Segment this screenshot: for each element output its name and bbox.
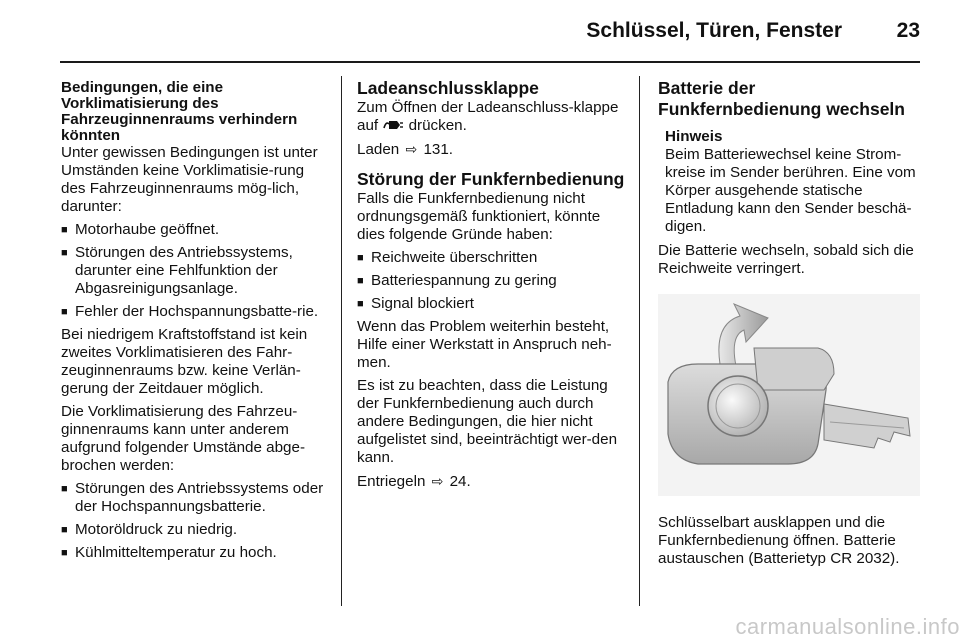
header-title: Schlüssel, Türen, Fenster	[586, 19, 842, 42]
remote-key-open-icon	[658, 294, 920, 496]
paragraph-workshop: Wenn das Problem weiterhin besteht, Hilfe einer Werkstatt in Anspruch neh-men.	[357, 318, 612, 371]
list-item: ■ Motoröldruck zu niedrig.	[61, 521, 238, 538]
page-reference-arrow-icon: ⇨	[431, 473, 444, 489]
paragraph-abort: Die Vorklimatisierung des Fahrzeu-ginnenraums kann unter anderem aufgrund folgender Umstände abge-brochen werden:	[61, 403, 306, 474]
column-middle	[357, 78, 627, 496]
note-title: Hinweis	[665, 128, 723, 145]
paragraph-low-fuel: Bei niedrigem Kraftstoffstand ist kein zweites Vorklimatisieren des Fahr-zeuginnenraums bzw. keine Verlän-gerung der Zeitdauer möglich.	[61, 326, 308, 397]
note-box	[665, 128, 923, 236]
column-divider-1	[341, 76, 342, 606]
column-divider-2	[639, 76, 640, 606]
bullet-marker: ■	[61, 306, 68, 318]
list-item: ■ Signal blockiert	[357, 295, 474, 312]
charge-plug-icon	[382, 118, 404, 132]
paragraph-remote-intro: Falls die Funkfernbedienung nicht ordnungsgemäß funktioniert, könnte dies folgende Gründe haben:	[357, 190, 601, 243]
bullet-marker: ■	[61, 483, 68, 495]
column-left	[61, 78, 329, 567]
figure-caption: Schlüsselbart ausklappen und die Funkfernbedienung öffnen. Batterie austauschen (Batterietyp CR 2032).	[658, 514, 900, 567]
list-item: ■ Fehler der Hochspannungsbatte-rie.	[61, 303, 319, 320]
key-battery-illustration	[658, 294, 920, 496]
page-number: 23	[896, 19, 920, 42]
bullet-marker: ■	[357, 298, 364, 310]
list-item: ■ Kühlmitteltemperatur zu hoch.	[61, 544, 277, 561]
list-item: ■ Motorhaube geöffnet.	[61, 221, 220, 238]
bullet-marker: ■	[61, 247, 68, 259]
bullet-marker: ■	[61, 224, 68, 236]
bullet-list-conditions	[61, 221, 329, 321]
cross-reference-charging[interactable]: Laden ⇨ 131.	[357, 141, 453, 158]
column-right	[658, 78, 923, 573]
list-item: ■ Batteriespannung zu gering	[357, 272, 557, 289]
section-heading-preconditioning: Bedingungen, die eine Vorklimatisierung des Fahrzeuginnenraums verhindern könnten	[61, 79, 298, 144]
section-title-charge-flap: Ladeanschlussklappe	[357, 78, 539, 98]
paragraph-performance: Es ist zu beachten, dass die Leistung der Funkfernbedienung auch durch andere Bedingungen, die hier nicht aufgelistet sind, beeinträchtigt wer-den kann.	[357, 377, 618, 466]
section-title-battery-change: Batterie der Funkfernbedienung wechseln	[658, 78, 905, 119]
paragraph-battery-replace: Die Batterie wechseln, sobald sich die Reichweite verringert.	[658, 242, 914, 277]
bullet-marker: ■	[61, 524, 68, 536]
list-item: ■ Reichweite überschritten	[357, 249, 538, 266]
bullet-marker: ■	[61, 547, 68, 559]
bullet-list-remote-reasons	[357, 249, 627, 313]
list-item: ■ Störungen des Antriebssystems oder der Hochspannungsbatterie.	[61, 480, 324, 515]
cross-reference-unlock[interactable]: Entriegeln ⇨ 24.	[357, 473, 471, 490]
paragraph-charge-flap: Zum Öffnen der Ladeanschluss-klappe auf drücken.	[357, 99, 619, 134]
section-title-remote-fault: Störung der Funkfernbedienung	[357, 169, 625, 189]
bullet-list-abort-reasons	[61, 480, 329, 562]
list-item: ■ Störungen des Antriebssystems, darunter eine Fehlfunktion der Abgasreinigungsanlage.	[61, 244, 293, 297]
watermark: carmanualsonline.info	[735, 614, 960, 639]
page-reference-arrow-icon: ⇨	[405, 141, 418, 157]
note-text: Beim Batteriewechsel keine Strom-kreise im Sender berühren. Eine vom Körper ausgehende statische Entladung kann den Sender beschä-digen.	[665, 146, 916, 235]
bullet-marker: ■	[357, 275, 364, 287]
header-rule	[60, 61, 920, 63]
paragraph-intro: Unter gewissen Bedingungen ist unter Umständen keine Vorklimatisie-rung des Fahrzeuginnenraums mög-lich, darunter:	[61, 144, 318, 215]
bullet-marker: ■	[357, 252, 364, 264]
page-header	[0, 0, 960, 64]
